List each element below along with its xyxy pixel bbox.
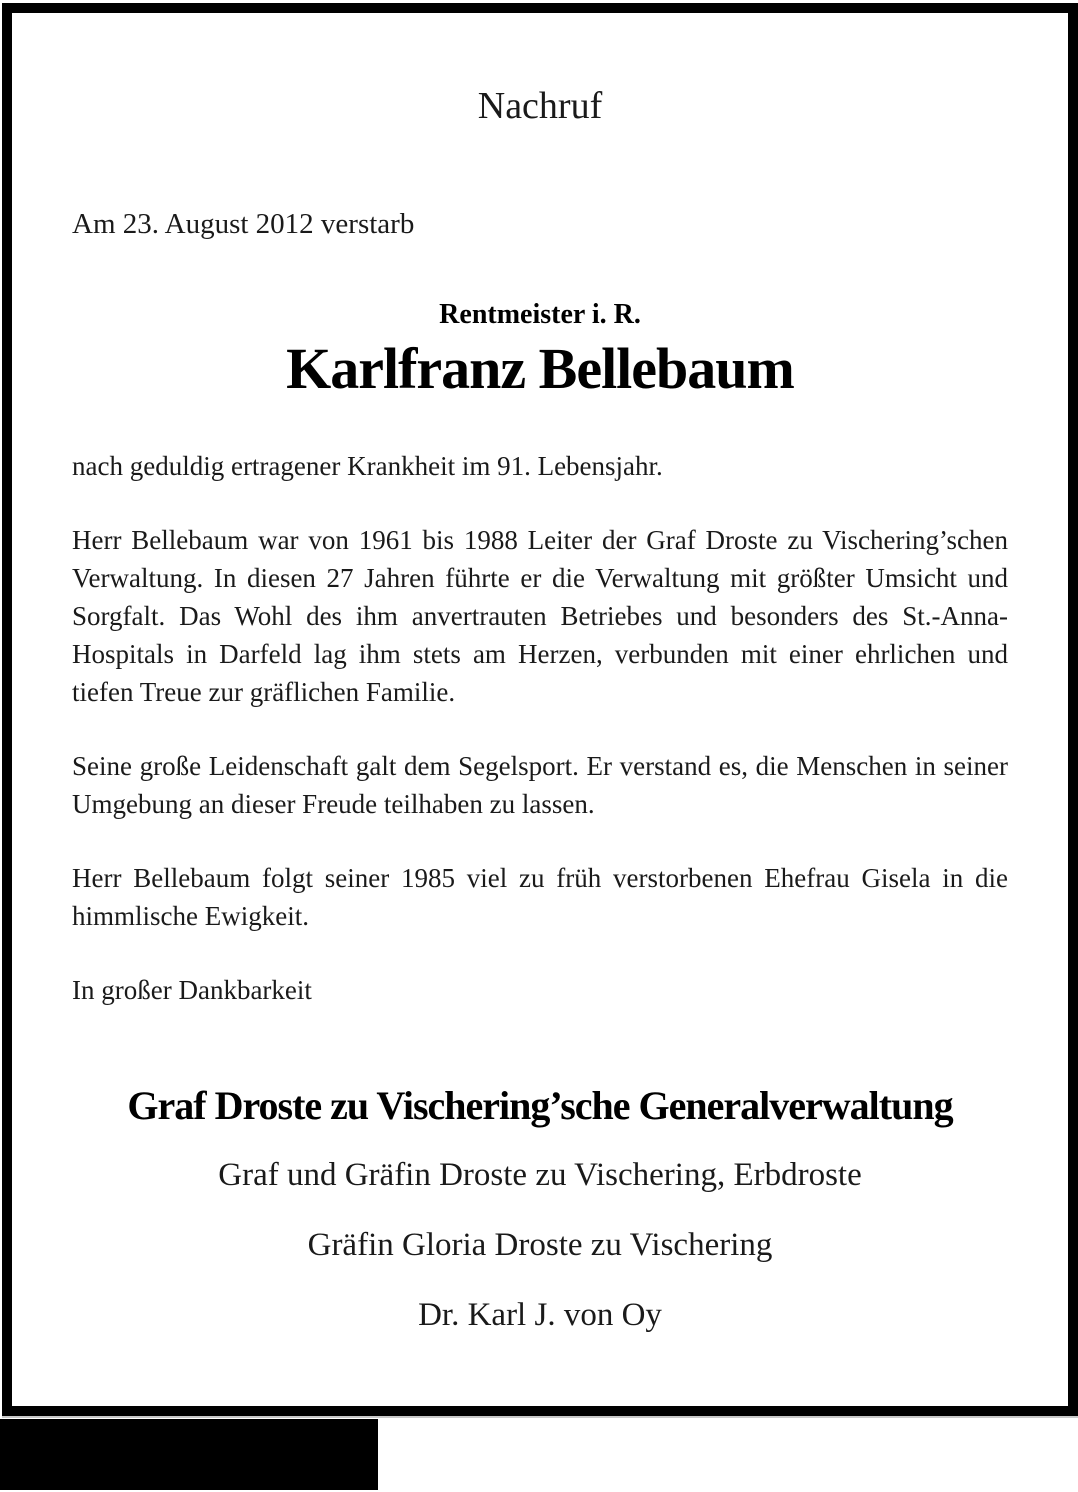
honorific-line: Rentmeister i. R. (439, 299, 641, 330)
intro-date-line: Am 23. August 2012 verstarb (72, 208, 415, 240)
notice-content (12, 13, 1068, 1337)
signature-name-1: Graf und Gräfin Droste zu Vischering, Erbdroste (218, 1157, 862, 1193)
paragraph-passion: Seine große Leidenschaft galt dem Segelsport. Er verstand es, die Menschen in seiner Umgebung an dieser Freude teilhaben zu lassen. (72, 751, 1008, 819)
paragraph-career: Herr Bellebaum war von 1961 bis 1988 Leiter der Graf Droste zu Vischering’schen Verwaltung. In diesen 27 Jahren führte er die Verwaltung mit größter Umsicht und Sorgfalt. Das Wohl des ihm anvertrauten Betriebes und besonders des St.-Anna-Hospitals in Darfeld lag ihm stets am Herzen, verbunden mit einer ehrlichen und tiefen Treue zur gräflichen Familie. (72, 525, 1008, 707)
notice-title: Nachruf (477, 85, 603, 127)
gratitude-line: In großer Dankbarkeit (72, 975, 312, 1005)
deceased-name: Karlfranz Bellebaum (286, 336, 794, 401)
notice-frame (2, 3, 1078, 1416)
signature-name-3: Dr. Karl J. von Oy (418, 1297, 662, 1333)
paragraph-illness: nach geduldig ertragener Krankheit im 91. Lebensjahr. (72, 451, 663, 481)
paragraph-family: Herr Bellebaum folgt seiner 1985 viel zu früh verstorbenen Ehefrau Gisela in die himmlische Ewigkeit. (72, 863, 1008, 931)
signature-name-2: Gräfin Gloria Droste zu Vischering (307, 1227, 773, 1263)
signature-organization: Graf Droste zu Vischering’sche Generalverwaltung (127, 1083, 953, 1128)
scan-artifact-block (0, 1419, 378, 1490)
